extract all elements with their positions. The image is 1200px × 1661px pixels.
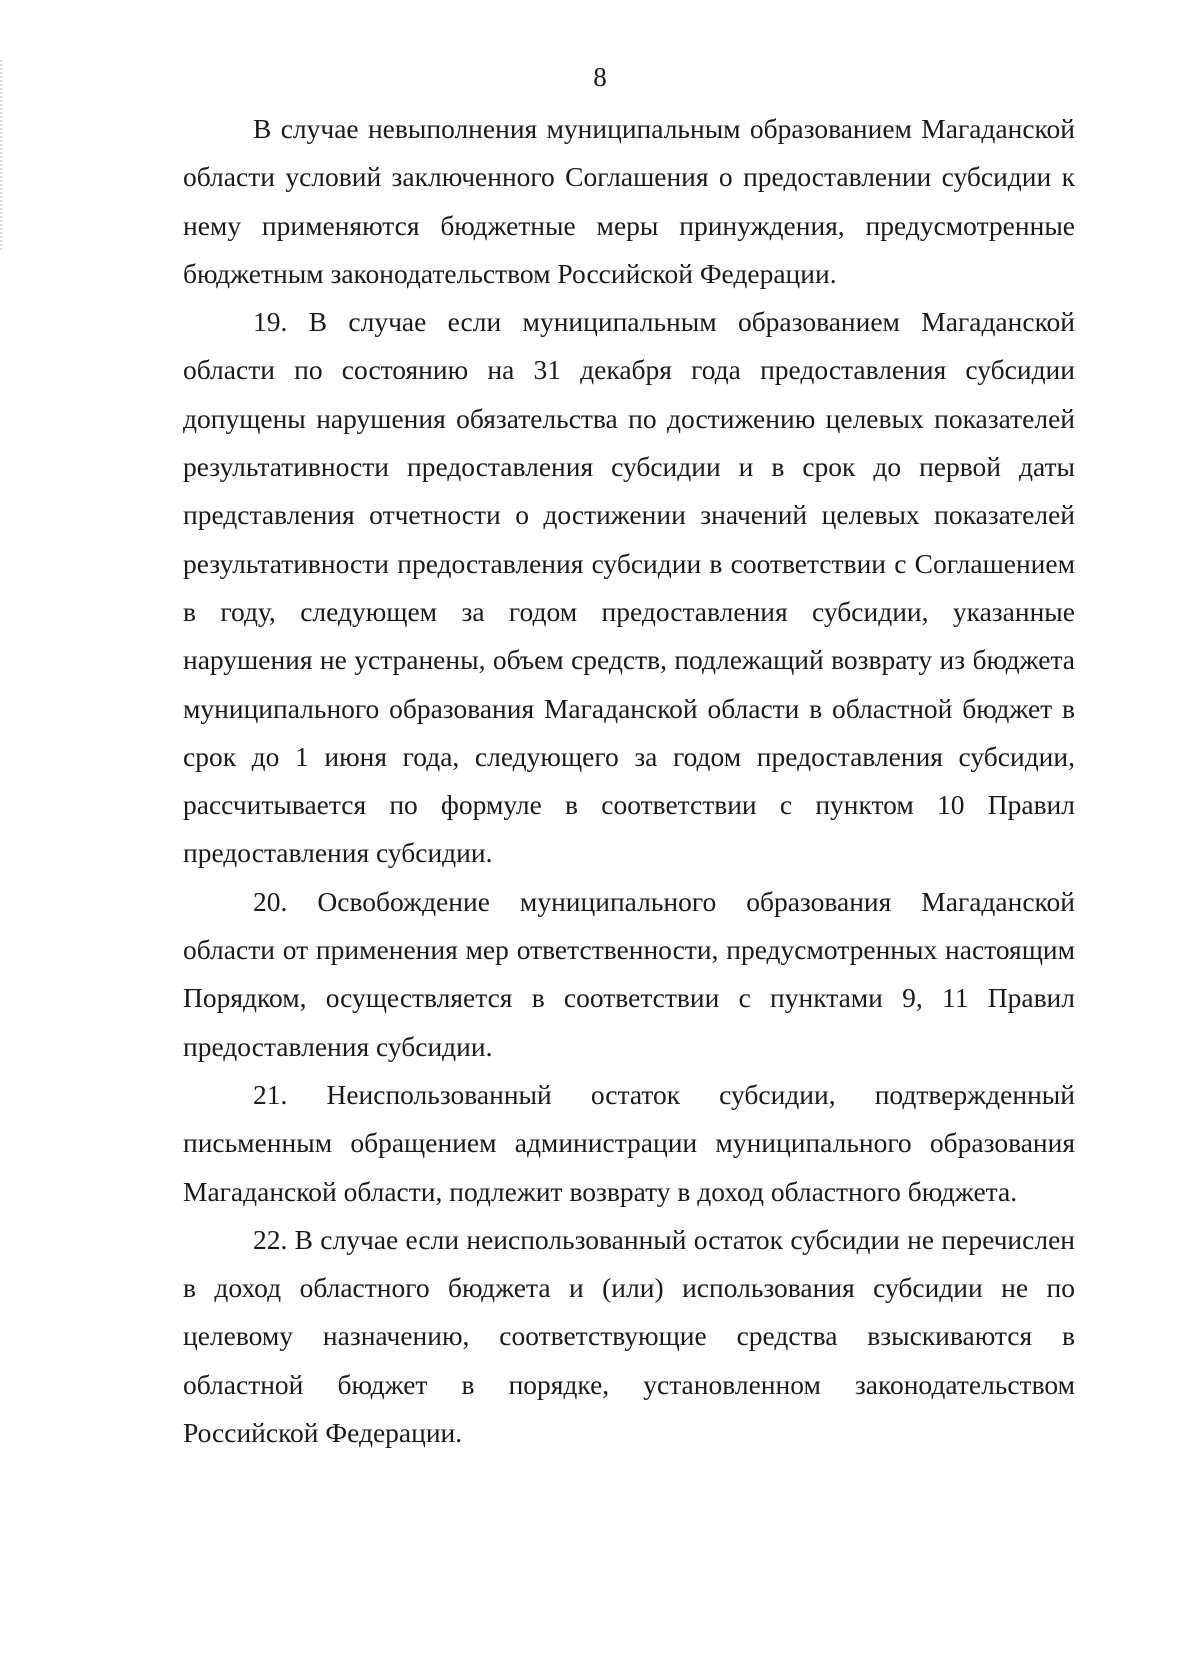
paragraph-budget-measures: В случае невыполнения муниципальным образованием Магаданской области условий заключенного Соглашения о предоставлении субсидии к нему применяются бюджетные меры принуждения, предусмотренные бюджетным законодательством Российской Федерации. (183, 113, 1075, 289)
paragraph-20: 20. Освобождение муниципального образования Магаданской области от применения мер ответственности, предусмотренных настоящим Порядком, осуществляется в соответствии с пунктами 9, 11 Правил предоставления субсидии. (183, 885, 1075, 1062)
page-number: 8 (593, 62, 607, 92)
document-body (183, 105, 1075, 1457)
paragraph-19: 19. В случае если муниципальным образованием Магаданской области по состоянию на 31 декабря года предоставления субсидии допущены нарушения обязательства по достижению целевых показателей результативности предоставления субсидии и в срок до первой даты представления отчетности о достижении значений целевых показателей результативности предоставления субсидии в соответствии с Соглашением в году, следующем за годом предоставления субсидии, указанные нарушения не устранены, объем средств, подлежащий возврату из бюджета муниципального образования Магаданской области в областной бюджет в срок до 1 июня года, следующего за годом предоставления субсидии, рассчитывается по формуле в соответствии с пунктом 10 Правил предоставления субсидии. (183, 306, 1075, 869)
paragraph-21: 21. Неиспользованный остаток субсидии, подтвержденный письменным обращением администрации муниципального образования Магаданской области, подлежит возврату в доход областного бюджета. (183, 1078, 1075, 1207)
paragraph-22: 22. В случае если неиспользованный остаток субсидии не перечислен в доход областного бюджета и (или) использования субсидии не по целевому назначению, соответствующие средства взыскиваются в областной бюджет в порядке, установленном законодательством Российской Федерации. (183, 1223, 1075, 1449)
